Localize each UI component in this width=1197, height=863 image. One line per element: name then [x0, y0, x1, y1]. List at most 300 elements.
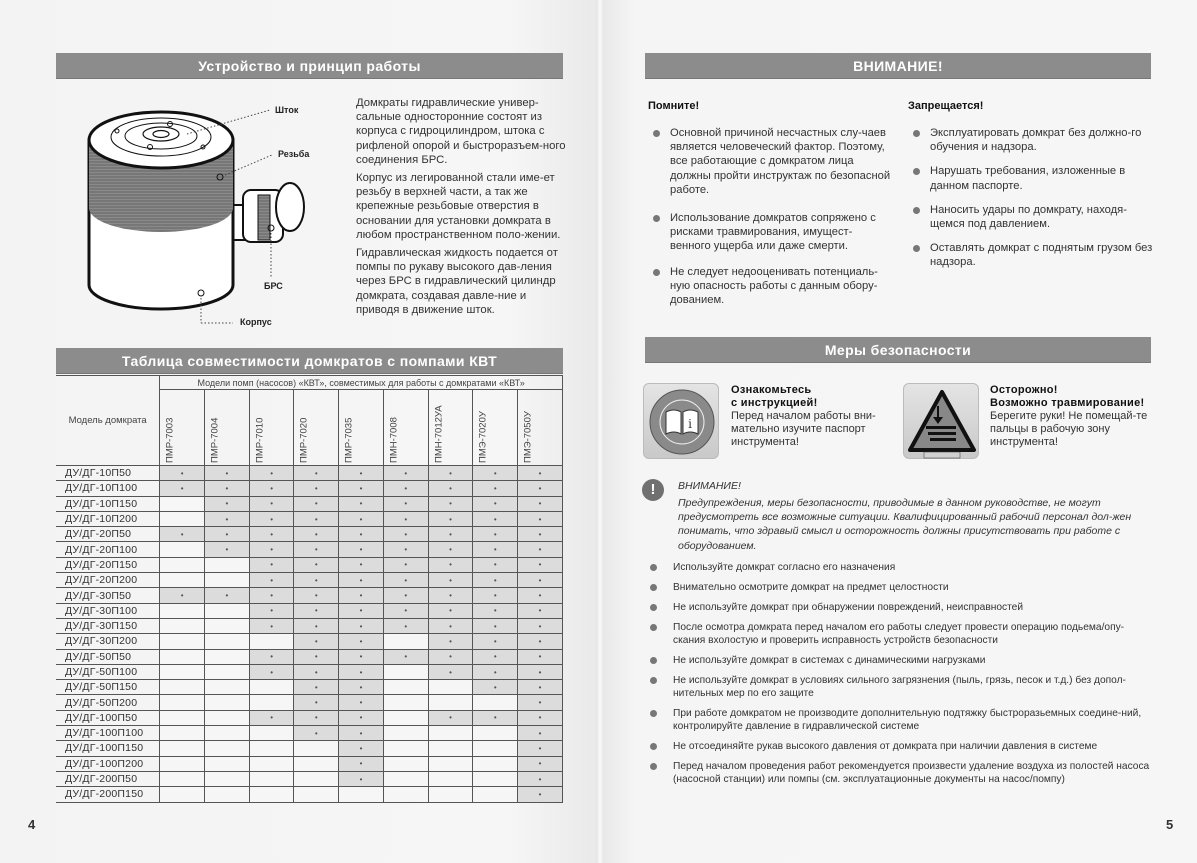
compatible-cell: • [518, 481, 563, 496]
compatible-cell: • [339, 649, 384, 664]
compatible-cell: • [518, 511, 563, 526]
jack-model-cell: ДУ/ДГ-50П50 [56, 649, 160, 664]
hand-injury-warning-sign-icon [903, 383, 979, 459]
compatible-cell: • [383, 466, 428, 481]
callout-body: Корпус [240, 317, 272, 327]
compatible-cell: • [294, 527, 339, 542]
bullet-icon [653, 130, 660, 137]
compatible-cell: • [518, 634, 563, 649]
compatible-cell: • [294, 603, 339, 618]
compatible-cell: • [473, 588, 518, 603]
empty-cell [160, 557, 205, 572]
table-row [56, 511, 563, 526]
table-row [56, 588, 563, 603]
table-row [56, 710, 563, 725]
compatible-cell: • [518, 710, 563, 725]
compatible-cell: • [294, 588, 339, 603]
pump-column-header: ПМЭ-7050У [518, 390, 563, 466]
empty-cell [205, 726, 250, 741]
compatible-cell: • [428, 603, 473, 618]
model-column-header: Модель домкрата [56, 376, 160, 466]
callout-thread: Резьба [278, 149, 310, 159]
compatible-cell: • [205, 542, 250, 557]
compatible-cell: • [428, 573, 473, 588]
table-row [56, 466, 563, 481]
empty-cell [294, 756, 339, 771]
compatible-cell: • [473, 573, 518, 588]
empty-cell [205, 557, 250, 572]
compatible-cell: • [383, 527, 428, 542]
empty-cell [160, 726, 205, 741]
empty-cell [428, 756, 473, 771]
bullet-icon [913, 130, 920, 137]
compatible-cell: • [428, 481, 473, 496]
empty-cell [160, 771, 205, 786]
empty-cell [160, 649, 205, 664]
empty-cell [205, 573, 250, 588]
compatible-cell: • [205, 527, 250, 542]
jack-model-cell: ДУ/ДГ-10П100 [56, 481, 160, 496]
jack-model-cell: ДУ/ДГ-10П50 [56, 466, 160, 481]
jack-model-cell: ДУ/ДГ-10П200 [56, 511, 160, 526]
empty-cell [205, 756, 250, 771]
callout-coupler: БРС [264, 281, 283, 291]
compatible-cell: • [473, 542, 518, 557]
compatible-cell: • [205, 511, 250, 526]
book-gutter [596, 0, 604, 863]
compatible-cell: • [205, 481, 250, 496]
empty-cell [205, 634, 250, 649]
empty-cell [383, 664, 428, 679]
compatible-cell: • [428, 618, 473, 633]
description-paragraph: Корпус из легированной стали име-ет резьбу в верхней части, а так же крепежные резьбовые отверстия в основании для установки домкрата в любом пространственном поло-жении. [356, 172, 561, 241]
list-item: После осмотра домкрата перед началом его работы следует провести операцию подьема/опу-скания вхолостую и проверить исправность устройств безопасности [645, 621, 1155, 647]
compatible-cell: • [249, 542, 294, 557]
table-row [56, 603, 563, 618]
bullet-icon [913, 245, 920, 252]
compatible-cell: • [249, 557, 294, 572]
compatible-cell: • [294, 680, 339, 695]
empty-cell [160, 664, 205, 679]
empty-cell [339, 787, 384, 802]
list-item: Перед началом проведения работ рекомендуется произвести удаление воздуха из полостей насоса (насосной станции) или помпы (см. эксплуатационные документы на насос/помпу) [645, 760, 1155, 786]
empty-cell [160, 511, 205, 526]
pump-column-header: ПМН-7008 [383, 390, 428, 466]
compatible-cell: • [339, 710, 384, 725]
compatible-cell: • [249, 664, 294, 679]
compatible-cell: • [518, 695, 563, 710]
empty-cell [473, 726, 518, 741]
jack-model-cell: ДУ/ДГ-50П100 [56, 664, 160, 679]
safety-rules-list [645, 561, 1155, 793]
empty-cell [160, 695, 205, 710]
jack-model-cell: ДУ/ДГ-30П100 [56, 603, 160, 618]
jack-model-cell: ДУ/ДГ-20П50 [56, 527, 160, 542]
compatible-cell: • [518, 664, 563, 679]
list-item: Внимательно осмотрите домкрат на предмет целостности [645, 581, 1155, 594]
compatible-cell: • [383, 557, 428, 572]
compatible-cell: • [473, 649, 518, 664]
pump-column-header: ПМЭ-7020У [473, 390, 518, 466]
compatible-cell: • [339, 726, 384, 741]
empty-cell [160, 573, 205, 588]
compatible-cell: • [518, 542, 563, 557]
compatible-cell: • [294, 481, 339, 496]
compatible-cell: • [294, 726, 339, 741]
bullet-icon [650, 564, 657, 571]
empty-cell [205, 741, 250, 756]
jack-model-cell: ДУ/ДГ-20П200 [56, 573, 160, 588]
compatible-cell: • [518, 741, 563, 756]
compatible-cell: • [205, 588, 250, 603]
compat-table-header: Таблица совместимости домкратов с помпами КВТ [56, 348, 563, 374]
compatible-cell: • [294, 496, 339, 511]
list-item: Основной причиной несчастных слу-чаев является человеческий фактор. Поэтому, все работающие с домкратом лица должны пройти инструктаж по безопасной работе. [648, 126, 893, 197]
table-row [56, 741, 563, 756]
empty-cell [160, 496, 205, 511]
empty-cell [205, 680, 250, 695]
empty-cell [249, 787, 294, 802]
compatible-cell: • [383, 573, 428, 588]
table-row [56, 618, 563, 633]
empty-cell [205, 603, 250, 618]
compatible-cell: • [339, 756, 384, 771]
warning-section-header: ВНИМАНИЕ! [645, 53, 1151, 79]
table-row [56, 695, 563, 710]
empty-cell [428, 741, 473, 756]
empty-cell [160, 787, 205, 802]
compatible-cell: • [339, 527, 384, 542]
compatible-cell: • [518, 649, 563, 664]
empty-cell [473, 771, 518, 786]
empty-cell [383, 695, 428, 710]
page-number-right: 5 [1166, 817, 1174, 832]
read-manual-sign-icon [643, 383, 719, 459]
compatible-cell: • [518, 573, 563, 588]
compatible-cell: • [473, 680, 518, 695]
jack-model-cell: ДУ/ДГ-100П150 [56, 741, 160, 756]
pump-column-header: ПМР-7010 [249, 390, 294, 466]
compatible-cell: • [473, 481, 518, 496]
empty-cell [428, 726, 473, 741]
compatible-cell: • [294, 695, 339, 710]
bullet-icon [650, 677, 657, 684]
empty-cell [383, 771, 428, 786]
list-item: Наносить удары по домкрату, находя-щемся под давлением. [908, 203, 1153, 231]
compatible-cell: • [339, 588, 384, 603]
table-row [56, 634, 563, 649]
empty-cell [205, 787, 250, 802]
compatible-cell: • [249, 481, 294, 496]
compatible-cell: • [339, 741, 384, 756]
empty-cell [160, 741, 205, 756]
empty-cell [473, 756, 518, 771]
pump-column-header: ПМН-7012УА [428, 390, 473, 466]
remember-list [648, 126, 893, 318]
empty-cell [473, 787, 518, 802]
list-item: Используйте домкрат согласно его назначения [645, 561, 1155, 574]
attention-title: ВНИМАНИЕ! [678, 480, 741, 492]
table-row [56, 756, 563, 771]
empty-cell [383, 634, 428, 649]
description-paragraph: Домкраты гидравлические универ-сальные односторонние состоят из корпуса с гидроцилиндром, штока с рифленой опорой и быстроразъем-ного соединения БРС. [356, 97, 566, 166]
compatible-cell: • [249, 618, 294, 633]
compatible-cell: • [294, 649, 339, 664]
compatible-cell: • [339, 557, 384, 572]
compatible-cell: • [473, 664, 518, 679]
compatible-cell: • [160, 527, 205, 542]
compatible-cell: • [339, 618, 384, 633]
compatible-cell: • [383, 649, 428, 664]
compatible-cell: • [428, 542, 473, 557]
table-row [56, 527, 563, 542]
table-row [56, 481, 563, 496]
compatible-cell: • [428, 710, 473, 725]
table-row [56, 664, 563, 679]
compatible-cell: • [518, 680, 563, 695]
jack-model-cell: ДУ/ДГ-50П150 [56, 680, 160, 695]
compatible-cell: • [518, 557, 563, 572]
pump-column-header: ПМР-7004 [205, 390, 250, 466]
empty-cell [428, 695, 473, 710]
bullet-icon [913, 207, 920, 214]
compatible-cell: • [294, 664, 339, 679]
list-item: Нарушать требования, изложенные в данном паспорте. [908, 164, 1153, 192]
compatible-cell: • [339, 634, 384, 649]
compatible-cell: • [339, 481, 384, 496]
table-row [56, 787, 563, 802]
list-item: Не используйте домкрат в системах с динамическими нагрузками [645, 654, 1155, 667]
compatible-cell: • [428, 664, 473, 679]
compatible-cell: • [473, 603, 518, 618]
list-item: Не отсоединяйте рукав высокого давления от домкрата при наличии давления в системе [645, 740, 1155, 753]
compatible-cell: • [473, 710, 518, 725]
bullet-icon [913, 168, 920, 175]
compatible-cell: • [473, 634, 518, 649]
description-paragraph: Гидравлическая жидкость подается от помпы по рукаву высокого дав-ления через БРС в гидравлический цилиндр домкрата, создавая давле-ние и приводя в движение шток. [356, 247, 558, 316]
table-row [56, 496, 563, 511]
compatible-cell: • [339, 511, 384, 526]
pump-column-header: ПМР-7020 [294, 390, 339, 466]
empty-cell [205, 664, 250, 679]
compatible-cell: • [428, 557, 473, 572]
compatible-cell: • [518, 588, 563, 603]
compatible-cell: • [160, 466, 205, 481]
compatible-cell: • [473, 511, 518, 526]
bullet-icon [650, 743, 657, 750]
compatible-cell: • [518, 466, 563, 481]
compatible-cell: • [339, 664, 384, 679]
compatible-cell: • [428, 649, 473, 664]
compatible-cell: • [473, 557, 518, 572]
compatible-cell: • [160, 588, 205, 603]
compatible-cell: • [339, 603, 384, 618]
device-description [356, 96, 566, 321]
compatible-cell: • [383, 618, 428, 633]
compatible-cell: • [518, 771, 563, 786]
compatible-cell: • [428, 511, 473, 526]
attention-body: Предупреждения, меры безопасности, приводимые в данном руководстве, не могут предусмотреть все возможные ситуации. Квалифицированный рабочий персонал дол-жен понимать, что здравый смысл и осторожность должны присутствовать при работе с оборудованием. [678, 497, 1132, 552]
compatible-cell: • [249, 527, 294, 542]
safety-section-header: Меры безопасности [645, 337, 1151, 363]
compatible-cell: • [473, 527, 518, 542]
compatible-cell: • [294, 710, 339, 725]
compatible-cell: • [473, 496, 518, 511]
jack-model-cell: ДУ/ДГ-30П150 [56, 618, 160, 633]
compatible-cell: • [249, 511, 294, 526]
table-row [56, 557, 563, 572]
jack-model-cell: ДУ/ДГ-100П200 [56, 756, 160, 771]
list-item: При работе домкратом не производите дополнительную подтяжку быстроразьемных соедине-ний, контролируйте давление в гидравлической системе [645, 707, 1155, 733]
empty-cell [205, 710, 250, 725]
empty-cell [473, 741, 518, 756]
exclamation-icon: ! [642, 479, 664, 501]
jack-model-cell: ДУ/ДГ-30П200 [56, 634, 160, 649]
bullet-icon [650, 604, 657, 611]
compatible-cell: • [339, 573, 384, 588]
compatible-cell: • [383, 542, 428, 557]
table-row [56, 649, 563, 664]
jack-model-cell: ДУ/ДГ-100П50 [56, 710, 160, 725]
empty-cell [160, 680, 205, 695]
compatible-cell: • [249, 496, 294, 511]
empty-cell [383, 741, 428, 756]
compatible-cell: • [518, 756, 563, 771]
hydraulic-jack-illustration [75, 95, 325, 335]
empty-cell [249, 680, 294, 695]
callout-rod: Шток [275, 105, 299, 115]
empty-cell [294, 741, 339, 756]
compatible-cell: • [205, 466, 250, 481]
compatible-cell: • [473, 618, 518, 633]
jack-model-cell: ДУ/ДГ-10П150 [56, 496, 160, 511]
compatible-cell: • [205, 496, 250, 511]
page-number-left: 4 [28, 817, 36, 832]
list-item: Не используйте домкрат при обнаружении повреждений, неисправностей [645, 601, 1155, 614]
empty-cell [160, 603, 205, 618]
compatible-cell: • [249, 573, 294, 588]
jack-model-cell: ДУ/ДГ-20П100 [56, 542, 160, 557]
compatible-cell: • [160, 481, 205, 496]
compatible-cell: • [294, 511, 339, 526]
empty-cell [428, 680, 473, 695]
compatible-cell: • [294, 557, 339, 572]
pump-column-header: ПМР-7003 [160, 390, 205, 466]
compatible-cell: • [339, 542, 384, 557]
empty-cell [383, 710, 428, 725]
jack-model-cell: ДУ/ДГ-100П100 [56, 726, 160, 741]
compatible-cell: • [428, 496, 473, 511]
sign-hand-injury-text: Осторожно! Возможно травмирование! Берегите руки! Не помещай-те пальцы в рабочую зону инструмента! [990, 384, 1148, 448]
bullet-icon [650, 763, 657, 770]
compatible-cell: • [294, 573, 339, 588]
empty-cell [473, 695, 518, 710]
empty-cell [205, 695, 250, 710]
table-row [56, 680, 563, 695]
empty-cell [205, 618, 250, 633]
compatible-cell: • [339, 771, 384, 786]
compatible-cell: • [383, 496, 428, 511]
compatible-cell: • [428, 634, 473, 649]
list-item: Оставлять домкрат с поднятым грузом без надзора. [908, 241, 1153, 269]
device-section-header: Устройство и принцип работы [56, 53, 563, 79]
compatible-cell: • [518, 603, 563, 618]
bullet-icon [650, 584, 657, 591]
compatible-cell: • [249, 649, 294, 664]
empty-cell [205, 649, 250, 664]
compatible-cell: • [249, 710, 294, 725]
bullet-icon [650, 710, 657, 717]
compatible-cell: • [339, 680, 384, 695]
jack-model-cell: ДУ/ДГ-30П50 [56, 588, 160, 603]
bullet-icon [653, 215, 660, 222]
compatibility-table [56, 375, 563, 803]
jack-model-cell: ДУ/ДГ-200П150 [56, 787, 160, 802]
jack-drawing-icon [75, 95, 325, 335]
table-row [56, 771, 563, 786]
pump-group-header: Модели помп (насосов) «КВТ», совместимых для работы с домкратами «КВТ» [160, 376, 563, 390]
empty-cell [383, 680, 428, 695]
jack-model-cell: ДУ/ДГ-200П50 [56, 771, 160, 786]
compatible-cell: • [518, 496, 563, 511]
empty-cell [160, 634, 205, 649]
sign-read-manual-text: Ознакомьтесь с инструкцией! Перед началом работы вни-мательно изучите паспорт инструмента! [731, 384, 876, 448]
list-item: Не следует недооценивать потенциаль-ную опасность работы с данным обору-дованием. [648, 265, 893, 308]
compatible-cell: • [383, 603, 428, 618]
pump-column-header: ПМР-7035 [339, 390, 384, 466]
remember-heading: Помните! [648, 100, 700, 112]
compatible-cell: • [518, 527, 563, 542]
compatible-cell: • [294, 542, 339, 557]
empty-cell [249, 756, 294, 771]
empty-cell [428, 771, 473, 786]
compatible-cell: • [473, 466, 518, 481]
compatible-cell: • [428, 588, 473, 603]
empty-cell [383, 726, 428, 741]
jack-model-cell: ДУ/ДГ-20П150 [56, 557, 160, 572]
list-item: Эксплуатировать домкрат без должно-го обучения и надзора. [908, 126, 1153, 154]
compatible-cell: • [383, 481, 428, 496]
list-item: Использование домкратов сопряжено с рисками травмирования, имущест-венного ущерба или даже смерти. [648, 211, 893, 254]
empty-cell [160, 542, 205, 557]
empty-cell [383, 756, 428, 771]
forbidden-heading: Запрещается! [908, 100, 984, 112]
empty-cell [249, 634, 294, 649]
empty-cell [205, 771, 250, 786]
compatible-cell: • [294, 466, 339, 481]
compatible-cell: • [428, 527, 473, 542]
compatible-cell: • [518, 618, 563, 633]
bullet-icon [653, 269, 660, 276]
empty-cell [249, 726, 294, 741]
empty-cell [160, 618, 205, 633]
compatible-cell: • [339, 496, 384, 511]
empty-cell [249, 771, 294, 786]
empty-cell [294, 771, 339, 786]
empty-cell [160, 756, 205, 771]
compatible-cell: • [383, 511, 428, 526]
compatible-cell: • [294, 634, 339, 649]
forbidden-list [908, 126, 1153, 281]
compatible-cell: • [249, 588, 294, 603]
bullet-icon [650, 657, 657, 664]
compatible-cell: • [339, 695, 384, 710]
svg-text:i: i [688, 417, 692, 431]
compatible-cell: • [249, 466, 294, 481]
compatible-cell: • [249, 603, 294, 618]
compatible-cell: • [339, 466, 384, 481]
compatible-cell: • [383, 588, 428, 603]
